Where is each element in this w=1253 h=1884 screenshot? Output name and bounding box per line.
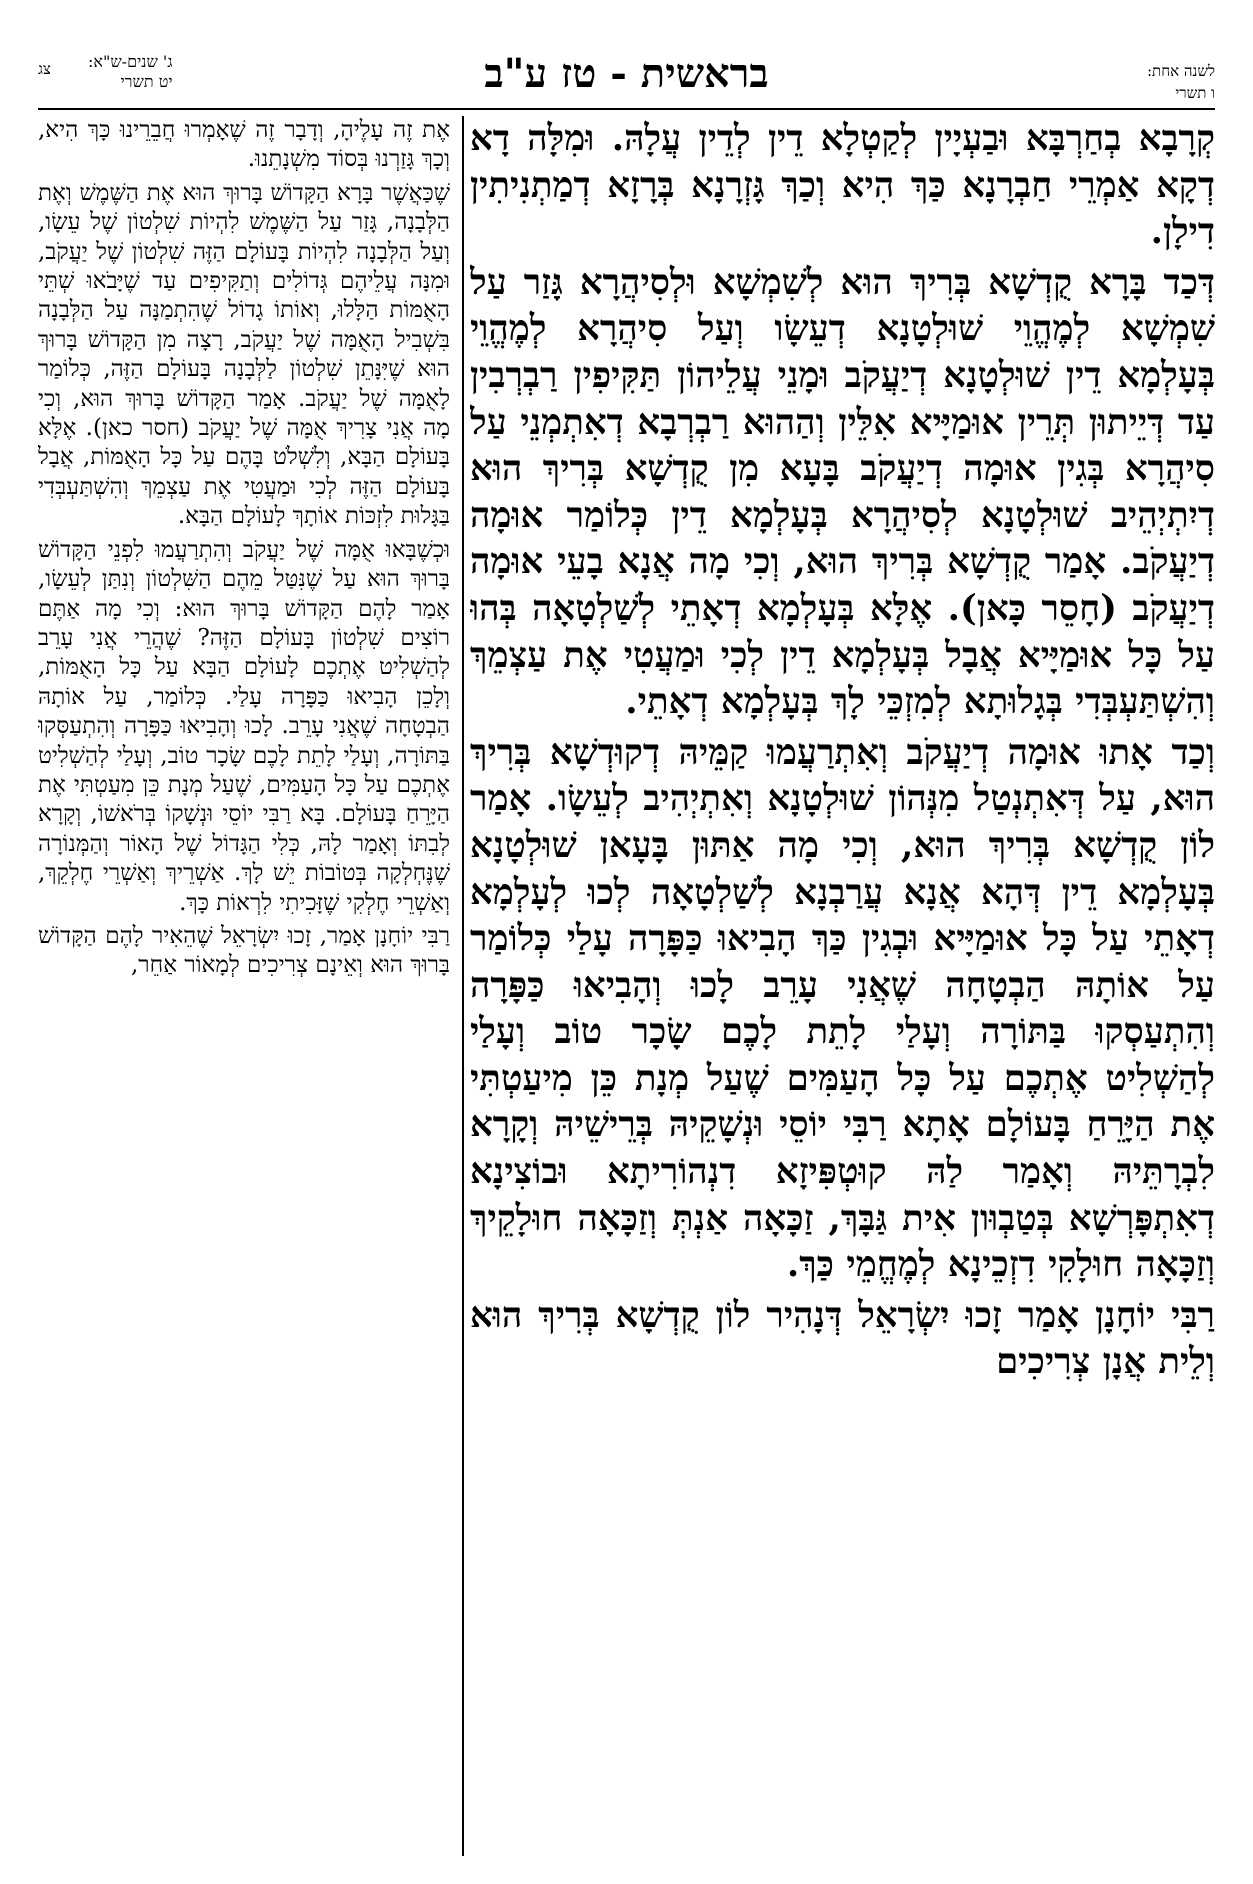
main-paragraph-1: קְרָבָא בְחַרְבָּא וּבַעְיָין לְקַטְלָא דֵין לְדֵין עֲלָהּ. וּמִלָּה דָא דְקָא אַמְרֵי חַבְרָנָא כַּךְ הִיא וְכַךְ גָּזְרָנָא בְּרָזָא דְמַתְנִיתִין דִילָן. [470,118,1215,253]
side-paragraph-3: וּכְשֶׁבָּאוּ אֻמָּה שֶׁל יַעֲקֹב וְהִתְרַעֲמוּ לִפְנֵי הַקָּדוֹשׁ בָּרוּךְ הוּא עַל שֶׁנִּטַּל מֵהֶם הַשִּׁלְטוֹן וְנִתַּן לְעֵשָׂו, אָמַר לָהֶם הַקָּדוֹשׁ בָּרוּךְ הוּא: וְכִי מָה אַתֶּם רוֹצִים שִׁלְטוֹן בָּעוֹלָם הַזֶּה? שֶׁהֲרֵי אֲנִי עָרֵב לְהַשְׁלִיט אֶתְכֶם לָעוֹלָם הַבָּא עַל כָּל הָאֻמּוֹת, וְלָכֵן הָבִיאוּ כַּפָּרָה עָלַי. כְּלוֹמַר, עַל אוֹתָהּ הַבְטָחָה שֶׁאֲנִי עָרֵב. לָכוּ וְהָבִיאוּ כַּפָּרָה וְהִתְעַסְּקוּ בַּתּוֹרָה, וְעָלַי לָתֵת לָכֶם שָׂכָר טוֹב, וְעָלַי לְהַשְׁלִיט אֶתְכֶם עַל כָּל הָעַמִּים, שֶׁעַל מְנָת כֵּן מִעַטְתִּי אֶת הַיָּרֵחַ בָּעוֹלָם. בָּא רַבִּי יוֹסֵי וּנְשָׁקוֹ בְּרֹאשׁוֹ, וְקָרָא לְבִתּוֹ וְאָמַר לָהּ, כְּלִי הַגָּדוֹל שֶׁל הָאוֹר וְהַמְּנוֹרָה שֶׁנֶּחְלְקָה בְּטוֹבוֹת יֵשׁ לָךְ. אַשְׁרֵיךְ וְאַשְׁרֵי חֶלְקֵךְ, וְאַשְׁרֵי חֶלְקִי שֶׁזָּכִיתִי לִרְאוֹת כָּךְ. [38,536,450,916]
main-paragraph-2: דְּכַד בָּרָא קֻדְשָׁא בְּרִיךְ הוּא לְשִׁמְשָׁא וּלְסִיהֲרָא גָּזַר עַל שִׁמְשָׁא לְמֶהֱוֵי שׁוּלְטָנָא דְעֵשָׂו וְעַל סִיהֲרָא לְמֶהֱוֵי בְּעָלְמָא דֵין שׁוּלְטָנָא דְיַעֲקֹב וּמָנֵי עֲלֵיהוֹן תַּקִּיפִין רַבְרְבִין עַד דְּיֵיתוּן תְּרֵין אוּמַיָּיא אִלֵּין וְהַהוּא רַבְרְבָא דְאִתְמְנֵי עַל סִיהֲרָא בְּגִין אוּמָה דְיַעֲקֹב בָּעָא מִן קֻדְשָׁא בְּרִיךְ הוּא דְיִתְיְהֵיב שׁוּלְטָנָא לְסִיהֲרָא בְּעָלְמָא דֵין כְּלוֹמַר אוּמָה דְיַעֲקֹב. אָמַר קֻדְשָׁא בְּרִיךְ הוּא, וְכִי מָה אֲנָא בָעֵי אוּמָה דְיַעֲקֹב (חָסֵר כָּאן). אֶלָּא בְּעָלְמָא דְאָתֵי לְשַׁלְטָאָה בְּהוּ עַל כָּל אוּמַיָּיא אֲבָל בְּעָלְמָא דֵין לְכִי וּמַעֲטִי אֶת עַצְמֵךְ וְהִשְׁתַּעְבְּדִי בְּגָלוּתָא לְמִזְכֵּי לָךְ בְּעָלְמָא דְאָתֵי. [470,261,1215,723]
page-header [38,52,1215,104]
main-paragraph-4: רַבִּי יוֹחָנָן אָמַר זָכוּ יִשְׂרָאֵל דְּנָהִיר לוֹן קֻדְשָׁא בְּרִיךְ הוּא וְלֵית אֲנָן צְרִיכִים [470,1294,1215,1383]
header-right-line1: לשנה אחת: [1147,62,1215,80]
side-paragraph-4: רַבִּי יוֹחָנָן אָמַר, זָכוּ יִשְׂרָאֵל שֶׁהֵאִיר לָהֶם הַקָּדוֹשׁ בָּרוּךְ הוּא וְאֵינָם צְרִיכִים לְמָאוֹר אַחֵר, [38,922,450,979]
side-paragraph-1: אֶת זֶה עָלֶיהָ, וְדָבָר זֶה שֶׁאָמְרוּ חֲבֵרֵינוּ כָּךְ הִיא, וְכָךְ גָּזַרְנוּ בְּסוֹד מִשְׁנָתֵנוּ. [38,117,450,173]
main-column [470,116,1215,1856]
page-title: בראשית - טז ע"ב [484,50,769,97]
side-paragraph-2: שֶׁכַּאֲשֶׁר בָּרָא הַקָּדוֹשׁ בָּרוּךְ הוּא אֶת הַשֶּׁמֶשׁ וְאֶת הַלְּבָנָה, גָּזַר עַל הַשֶּׁמֶשׁ לִהְיוֹת שִׁלְטוֹן שֶׁל עֵשָׂו, וְעַל הַלְּבָנָה לִהְיוֹת בָּעוֹלָם הַזֶּה שִׁלְטוֹן שֶׁל יַעֲקֹב, וּמִנָּה עֲלֵיהֶם גְּדוֹלִים וְתַקִּיפִים עַד שֶׁיָּבֹאוּ שְׁתֵּי הָאֻמּוֹת הַלָּלוּ, וְאוֹתוֹ גָדוֹל שֶׁהִתְמַנָּה עַל הַלְּבָנָה בִּשְׁבִיל הָאֻמָּה שֶׁל יַעֲקֹב, רָצָה מִן הַקָּדוֹשׁ בָּרוּךְ הוּא שֶׁיִּנָּתֵן שִׁלְטוֹן לַלְּבָנָה בָּעוֹלָם הַזֶּה, כְּלוֹמַר לָאֻמָּה שֶׁל יַעֲקֹב. אָמַר הַקָּדוֹשׁ בָּרוּךְ הוּא, וְכִי מָה אֲנִי צָרִיךְ אֻמָּה שֶׁל יַעֲקֹב (חסר כאן). אֶלָּא בָּעוֹלָם הַבָּא, וְלִשְׁלֹט בָּהֶם עַל כָּל הָאֻמּוֹת, אֲבָל בָּעוֹלָם הַזֶּה לְכִי וּמַעֲטִי אֶת עַצְמֵךְ וְהִשְׁתַּעְבְּדִי בַּגָּלוּת לִזְכּוֹת אוֹתָךְ לָעוֹלָם הַבָּא. [38,179,450,530]
page-number: צג [38,60,51,78]
header-rule [38,108,1215,110]
side-column [38,116,450,1856]
main-paragraph-3: וְכַד אָתוּ אוּמָה דְיַעֲקֹב וְאִתְרַעֲמוּ קַמֵּיהּ דְקוּדְשָׁא בְּרִיךְ הוּא, עַל דְּאִתְנְטַל מִנְּהוֹן שׁוּלְטָנָא וְאִתְיְהִיב לְעֵשָׂו. אָמַר לוֹן קֻדְשָׁא בְּרִיךְ הוּא, וְכִי מָה אַתּוּן בָּעָאן שׁוּלְטָנָא בְּעָלְמָא דֵין דְּהָא אֲנָא עֲרַבְנָא לְשַׁלְטָאָה לְכוּ לְעָלְמָא דְאָתֵי עַל כָּל אוּמַיָּיא וּבְגִין כַּךְ הָבִיאוּ כַּפָּרָה עָלַי כְּלוֹמַר עַל אוֹתָהּ הַבְטָחָה שֶׁאֲנִי עָרֵב לָכוּ וְהָבִיאוּ כַּפָּרָה וְהִתְעַסְקוּ בַּתּוֹרָה וְעָלַי לָתֵת לָכֶם שָׂכָר טוֹב וְעָלַי לְהַשְׁלִיט אֶתְכֶם עַל כָּל הָעַמִּים שֶׁעַל מְנָת כֵּן מִיעַטְתִּי אֶת הַיָּרֵחַ בָּעוֹלָם אָתָא רַבִּי יוֹסֵי וּנְשָׁקֵיהּ בְּרֵישֵׁיהּ וְקָרָא לִבְרָתֵּיהּ וְאָמַר לַהּ קוּטְפִּיזָא דִנְהוֹרִיתָא וּבוֹצִינָא דְאִתְפָּרְשָׁא בְּטַבְוּון אִית גַּבָּךְ, זַכָּאָה אַנְתְּ וְזַכָּאָה חוּלָקֵיךְ וְזַכָּאָה חוּלָקִי דִזְכֵינָא לְמֶחֱמֵי כַּךְ. [470,731,1215,1286]
column-divider [462,116,464,1856]
header-left-line2: יט תשרי [120,72,173,91]
header-left-line1: ג' שנים-ש"א: [88,52,173,71]
header-right-line2: ו תשרי [1175,84,1215,102]
header-left [88,52,173,92]
